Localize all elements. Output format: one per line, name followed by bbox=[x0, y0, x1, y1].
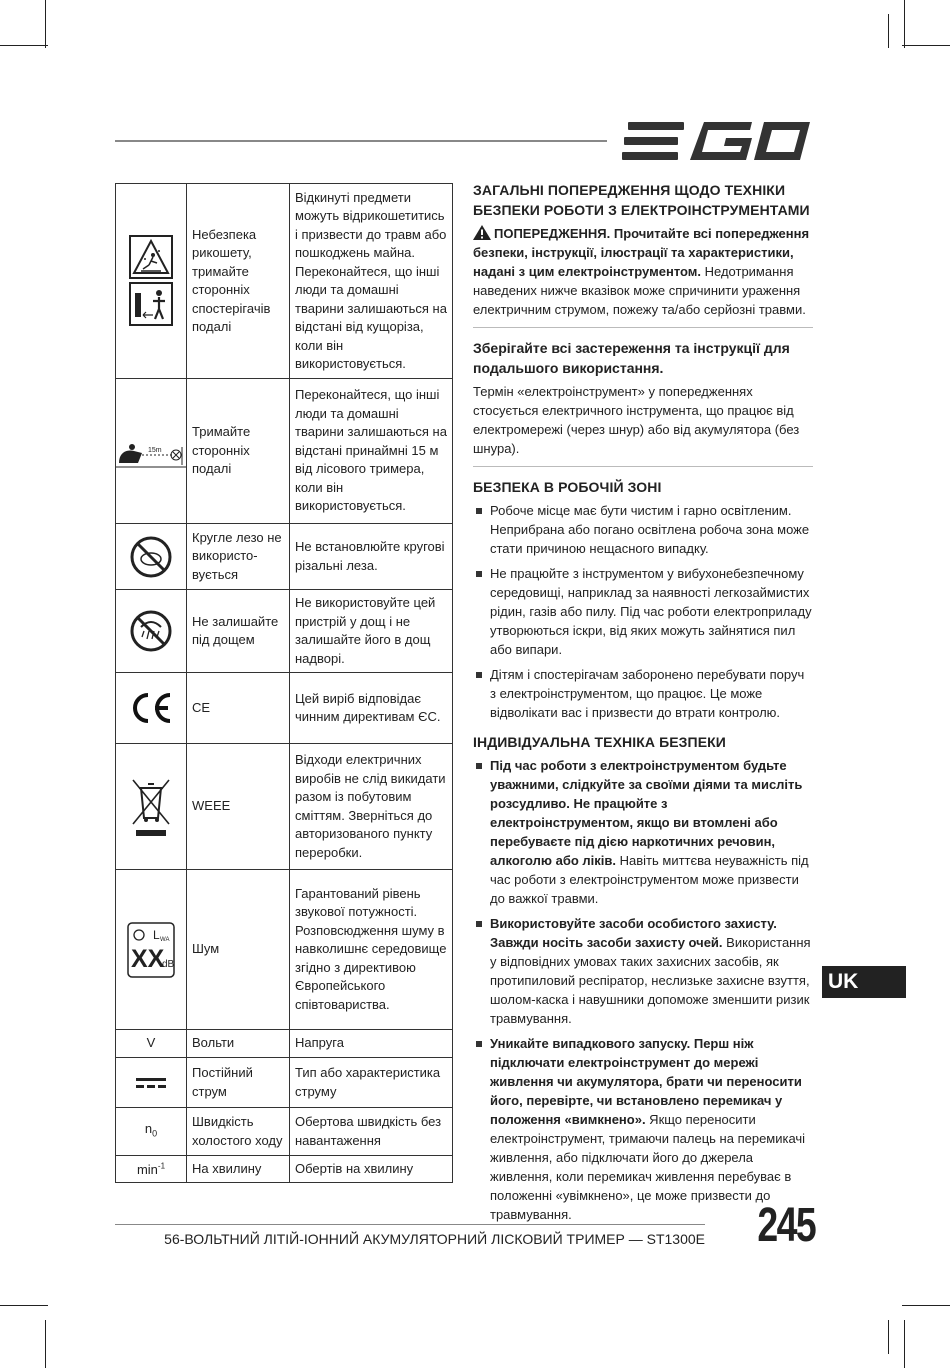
table-row bbox=[116, 1108, 453, 1156]
symbols-table bbox=[115, 183, 453, 1183]
work-area-list bbox=[473, 501, 813, 722]
symbol-name: Тримайте сторонніх подалі bbox=[187, 379, 290, 524]
symbol-description: Переконайтеся, що інші люди та домашні тварини залишаються на відстані принаймні 15 м від лісового тримера, коли він використовується. bbox=[290, 379, 453, 524]
symbol-description: Обертів на хвилину bbox=[290, 1156, 453, 1183]
symbol-name: Швидкість холостого ходу bbox=[187, 1108, 290, 1156]
crop-mark bbox=[904, 0, 905, 48]
crop-mark bbox=[0, 1305, 48, 1306]
page-number: 245 bbox=[757, 1199, 816, 1252]
term-definition: Термін «електроінструмент» у попередженнях стосується електричного інструмента, що працює від електромережі (через шнур) або від акумулятора (без шнура). bbox=[473, 384, 800, 456]
personal-safety-list bbox=[473, 756, 813, 1224]
svg-text:15m: 15m bbox=[148, 447, 162, 454]
symbol-cell bbox=[116, 379, 187, 524]
symbol-name: CE bbox=[187, 673, 290, 744]
symbol-description: Відкинуті предмети можуть відрикошетитись і призвести до травм або пошкоджень майна. Переконайтеся, що інші люди та домашні тварини залишаються на відстані від кущоріза, коли він використовується. bbox=[290, 184, 453, 379]
direct-current-icon bbox=[136, 1076, 166, 1090]
ricochet-hazard-icon bbox=[129, 235, 173, 327]
svg-text:WA: WA bbox=[160, 936, 170, 943]
symbol-name: На хвилину bbox=[187, 1156, 290, 1183]
symbol-name: WEEE bbox=[187, 744, 290, 870]
crop-mark bbox=[902, 1305, 950, 1306]
symbol-cell bbox=[116, 1030, 187, 1058]
warning-text: Недотримання наведених нижче вказівок може спричинити ураження електричним струмом, пожежу та/або серйозні травми. bbox=[473, 264, 806, 317]
symbol-name: Не залишайте під дощем bbox=[187, 590, 290, 673]
symbol-cell bbox=[116, 870, 187, 1030]
symbol-cell bbox=[116, 744, 187, 870]
table-row bbox=[116, 524, 453, 590]
list-item bbox=[473, 914, 813, 1028]
svg-text:L: L bbox=[153, 927, 160, 942]
symbol-description: Обертова швидкість без навантаження bbox=[290, 1108, 453, 1156]
symbol-subscript: 0 bbox=[152, 1128, 158, 1139]
weee-bin-icon bbox=[129, 776, 173, 838]
table-row bbox=[116, 590, 453, 673]
symbol-main: min bbox=[136, 1162, 158, 1178]
ce-mark-icon bbox=[128, 691, 174, 725]
symbol-cell bbox=[116, 1156, 187, 1183]
warning-paragraph bbox=[473, 224, 813, 319]
crop-mark bbox=[45, 1320, 46, 1368]
symbol-cell bbox=[116, 590, 187, 673]
list-item bbox=[473, 756, 813, 908]
symbol-superscript: -1 bbox=[157, 1162, 166, 1172]
crop-mark bbox=[45, 0, 46, 48]
symbol-description: Тип або характеристика струму bbox=[290, 1058, 453, 1108]
table-row bbox=[116, 379, 453, 524]
symbol-cell bbox=[116, 184, 187, 379]
safety-text-column bbox=[473, 180, 813, 1230]
ego-logo bbox=[622, 118, 812, 164]
item-text: Використання у відповідних умовах таких захисних засобів, як протипиловий респіратор, неслизьке захисне взуття, шолом-каска і навушники допоможе зменшити ризик травмування. bbox=[490, 935, 811, 1026]
list-item: Не працюйте з інструментом у вибухонебезпечному середовищі, наприклад за наявності легкозаймистих рідин, газів або пилу. Під час роботи електроприладу утворюються іскри, від яких можуть зайнятися пил або випари. bbox=[473, 564, 813, 659]
item-bold-text: Використовуйте засоби особистого захисту. Завжди носіть засоби захисту очей. bbox=[490, 916, 777, 950]
work-area-heading: БЕЗПЕКА В РОБОЧІЙ ЗОНІ bbox=[473, 479, 662, 495]
symbol-name: Небезпека рикошету, тримайте сторонніх спостерігачів подалі bbox=[187, 184, 290, 379]
list-item bbox=[473, 1034, 813, 1224]
symbol-name: Шум bbox=[187, 870, 290, 1030]
symbol-description: Напруга bbox=[290, 1030, 453, 1058]
no-round-blade-icon bbox=[129, 535, 173, 579]
footer-rule bbox=[115, 1224, 705, 1225]
header-rule bbox=[115, 140, 607, 142]
no-load-speed-symbol bbox=[144, 1120, 158, 1139]
table-row bbox=[116, 744, 453, 870]
item-bold-text: Уникайте випадкового запуску. Перш ніж підключати електроінструмент до мережі живлення чи акумулятора, брати чи переносити його, перевірте, чи встановлено перемикач у положення «вимкнено». bbox=[490, 1036, 802, 1127]
crop-mark bbox=[904, 1320, 905, 1368]
list-item: Дітям і спостерігачам заборонено перебувати поруч з електроінструментом, що працює. Це може відволікати вас і призвести до втрати контролю. bbox=[473, 665, 813, 722]
symbol-name: Кругле лезо не використо-вується bbox=[187, 524, 290, 590]
table-row bbox=[116, 184, 453, 379]
table-row bbox=[116, 1058, 453, 1108]
warning-triangle-icon bbox=[473, 225, 491, 240]
save-instructions-heading: Зберігайте всі застереження та інструкції для подальшого використання. bbox=[473, 340, 790, 376]
language-tab: UK bbox=[822, 966, 906, 998]
svg-text:dB: dB bbox=[162, 958, 175, 970]
personal-safety-heading: ІНДИВІДУАЛЬНА ТЕХНІКА БЕЗПЕКИ bbox=[473, 734, 726, 750]
svg-text:XX: XX bbox=[131, 944, 165, 973]
item-text: Якщо переносити електроінструмент, тримаючи палець на перемикачі живлення, або підключати його до джерела живлення, коли перемикач живлення перебуває в положенні «увімкнено», це може призвести до травмування. bbox=[490, 1112, 806, 1222]
noise-level-icon bbox=[127, 922, 175, 978]
divider bbox=[473, 327, 813, 328]
divider bbox=[473, 466, 813, 467]
symbol-description: Гарантований рівень звукової потужності. Розповсюдження шуму в навколишнє середовище згідно з директивою Європейського співтовариства. bbox=[290, 870, 453, 1030]
item-bold-text: Під час роботи з електроінструментом будьте уважними, слідкуйте за своїми діями та мисліть розсудливо. Не працюйте з електроінструментом, якщо ви втомлені або перебуваєте під дією наркотичних речовин, алкоголю або ліків. bbox=[490, 758, 803, 868]
crop-mark bbox=[0, 45, 48, 46]
symbol-name: Вольти bbox=[187, 1030, 290, 1058]
symbol-description: Цей виріб відповідає чинним директивам ЄС. bbox=[290, 673, 453, 744]
symbol-cell bbox=[116, 673, 187, 744]
symbol-description: Відходи електричних виробів не слід викидати разом із побутовим сміттям. Зверніться до авторизованого пункту переробки. bbox=[290, 744, 453, 870]
list-item: Робоче місце має бути чистим і гарно освітленим. Неприбрана або погано освітлена робоча зона може стати причиною нещасного випадку. bbox=[473, 501, 813, 558]
table-row bbox=[116, 673, 453, 744]
per-minute-symbol bbox=[137, 1162, 165, 1177]
warning-bold-text: . Прочитайте всі попередження безпеки, інструкції, ілюстрації та характеристики, надані з цим електроінструментом. bbox=[473, 226, 810, 279]
symbol-cell bbox=[116, 1058, 187, 1108]
table-row bbox=[116, 870, 453, 1030]
table-row bbox=[116, 1156, 453, 1183]
symbol-description: Не використовуйте цей пристрій у дощ і не залишайте його в дощ надворі. bbox=[290, 590, 453, 673]
crop-mark bbox=[888, 1320, 889, 1354]
symbol-main: n bbox=[144, 1120, 153, 1136]
item-text: Навіть миттєва неуважність під час роботи з електроінструментом може призвести до важкої травми. bbox=[490, 853, 809, 906]
volt-symbol: V bbox=[146, 1035, 156, 1051]
crop-mark bbox=[888, 14, 889, 48]
table-row bbox=[116, 1030, 453, 1058]
warning-label: ПОПЕРЕДЖЕННЯ bbox=[494, 226, 607, 241]
crop-mark bbox=[902, 45, 950, 46]
symbol-description: Не встановлюйте кругові різальні леза. bbox=[290, 524, 453, 590]
general-warnings-heading: ЗАГАЛЬНІ ПОПЕРЕДЖЕННЯ ЩОДО ТЕХНІКИ БЕЗПЕКИ РОБОТИ З ЕЛЕКТРОІНСТРУМЕНТАМИ bbox=[473, 182, 810, 218]
keep-distance-15m-icon bbox=[116, 433, 186, 469]
symbol-name: Постійний струм bbox=[187, 1058, 290, 1108]
symbol-cell bbox=[116, 524, 187, 590]
symbol-cell bbox=[116, 1108, 187, 1156]
no-rain-icon bbox=[129, 609, 173, 653]
footer-product-title: 56-ВОЛЬТНИЙ ЛІТІЙ-ІОННИЙ АКУМУЛЯТОРНИЙ ЛІСКОВИЙ ТРИМЕР — ST1300E bbox=[164, 1231, 705, 1247]
